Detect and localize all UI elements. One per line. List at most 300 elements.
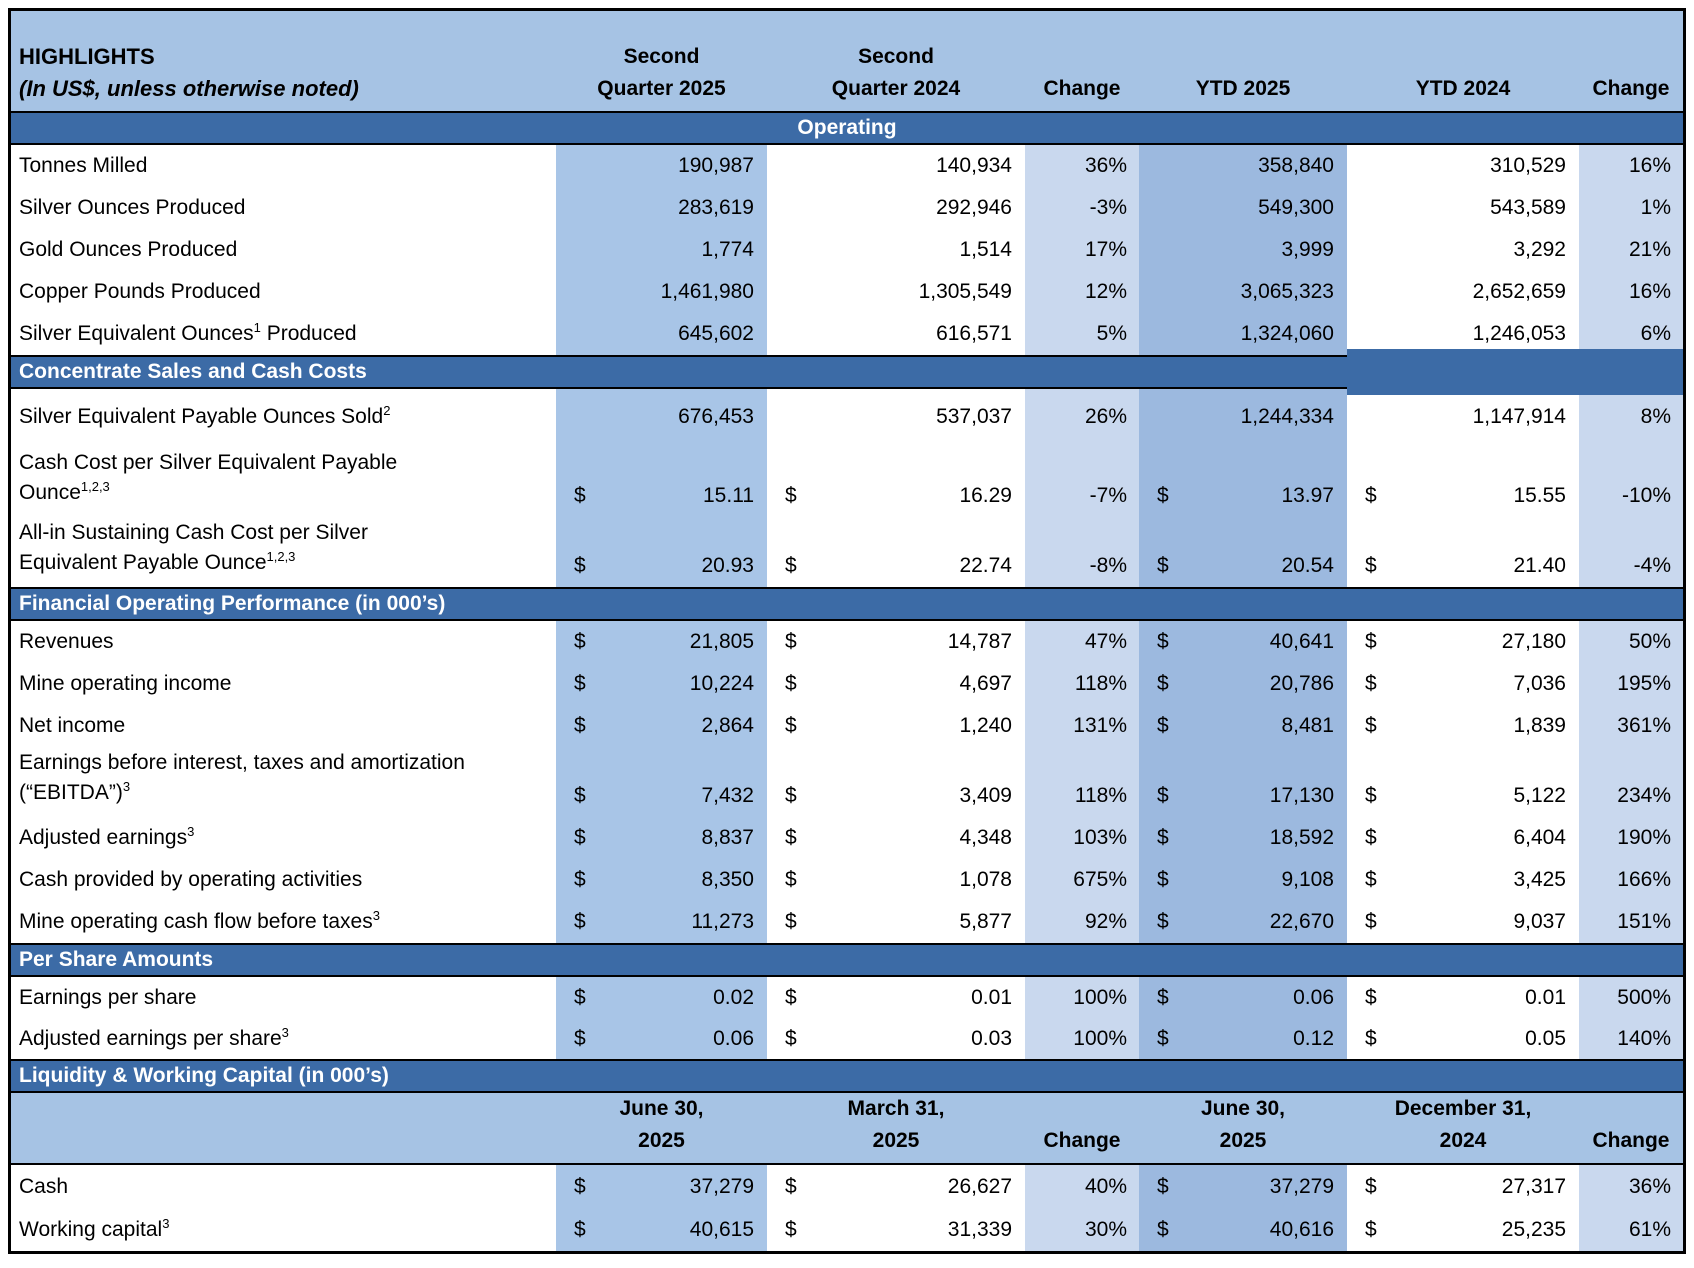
numeric-value: 2,652,659 <box>1472 280 1566 303</box>
table-row <box>11 389 1683 445</box>
value-cell <box>556 901 767 943</box>
percent-change-value: 234% <box>1617 784 1671 807</box>
value-cell <box>1139 621 1347 663</box>
numeric-value: 537,037 <box>936 405 1012 428</box>
numeric-value: 10,224 <box>689 672 754 695</box>
value-cell <box>1025 747 1139 817</box>
value-cell <box>1347 705 1579 747</box>
value-cell <box>1347 1165 1579 1209</box>
row-label-text: Cash provided by operating activities <box>19 868 363 892</box>
value-cell <box>556 517 767 587</box>
table-row <box>11 517 1683 587</box>
currency-symbol: $ <box>1365 1218 1377 1241</box>
period-header-line: March 31, <box>847 1097 945 1120</box>
period-header <box>1025 1093 1139 1163</box>
currency-symbol: $ <box>574 1218 586 1241</box>
value-cell <box>767 817 1025 859</box>
column-header-change-quarter <box>1025 11 1139 111</box>
currency-symbol: $ <box>785 714 797 737</box>
numeric-value: 7,036 <box>1513 672 1566 695</box>
period-header <box>1579 1093 1683 1163</box>
row-label-text: Gold Ounces Produced <box>19 238 238 262</box>
value-cell <box>1579 1209 1683 1251</box>
numeric-value: 1,461,980 <box>660 280 754 303</box>
percent-change-value: 40% <box>1084 1175 1127 1198</box>
percent-change-value: 6% <box>1640 322 1671 345</box>
value-cell <box>767 445 1025 517</box>
numeric-value: 4,697 <box>959 672 1012 695</box>
table-row <box>11 901 1683 943</box>
currency-symbol: $ <box>574 554 586 577</box>
table-row <box>11 621 1683 663</box>
percent-change-value: 5% <box>1096 322 1127 345</box>
value-cell <box>767 859 1025 901</box>
numeric-value: 20.93 <box>701 554 754 577</box>
value-cell <box>767 1209 1025 1251</box>
value-cell <box>1139 1019 1347 1059</box>
currency-symbol: $ <box>1365 1027 1377 1050</box>
value-cell <box>1025 187 1139 229</box>
row-label <box>11 517 556 587</box>
value-cell <box>1025 859 1139 901</box>
currency-symbol: $ <box>1157 826 1169 849</box>
value-cell <box>1025 817 1139 859</box>
value-cell <box>1347 817 1579 859</box>
row-label <box>11 271 556 313</box>
value-cell <box>1579 145 1683 187</box>
value-cell <box>556 445 767 517</box>
numeric-value: 17,130 <box>1269 784 1334 807</box>
value-cell <box>1347 145 1579 187</box>
numeric-value: 37,279 <box>689 1175 754 1198</box>
numeric-value: 31,339 <box>947 1218 1012 1241</box>
value-cell <box>1347 1019 1579 1059</box>
value-cell <box>1347 1209 1579 1251</box>
period-header-line: 2025 <box>1219 1128 1267 1152</box>
value-cell <box>1579 817 1683 859</box>
value-cell <box>1025 1209 1139 1251</box>
numeric-value: 40,641 <box>1269 630 1334 653</box>
numeric-value: 6,404 <box>1513 826 1566 849</box>
value-cell <box>1025 901 1139 943</box>
row-label <box>11 389 556 445</box>
currency-symbol: $ <box>574 672 586 695</box>
currency-symbol: $ <box>785 484 797 507</box>
percent-change-value: 103% <box>1073 826 1127 849</box>
numeric-value: 20,786 <box>1269 672 1334 695</box>
numeric-value: 14,787 <box>947 630 1012 653</box>
table-title <box>11 11 556 111</box>
percent-change-value: 131% <box>1073 714 1127 737</box>
numeric-value: 0.03 <box>971 1027 1012 1050</box>
value-cell <box>1025 663 1139 705</box>
row-label-text: Copper Pounds Produced <box>19 280 261 304</box>
value-cell <box>767 229 1025 271</box>
currency-symbol: $ <box>574 868 586 891</box>
value-cell <box>1579 271 1683 313</box>
value-cell <box>556 389 767 445</box>
value-cell <box>1025 977 1139 1019</box>
row-label-text: Working capital$^3$ <box>19 1216 170 1242</box>
numeric-value: 1,244,334 <box>1240 405 1334 428</box>
percent-change-value: 36% <box>1084 154 1127 177</box>
value-cell <box>1025 313 1139 355</box>
column-header-change-ytd <box>1579 11 1683 111</box>
numeric-value: 1,246,053 <box>1472 322 1566 345</box>
currency-symbol: $ <box>1157 554 1169 577</box>
currency-symbol: $ <box>1157 672 1169 695</box>
column-header-ytd-2025 <box>1139 11 1347 111</box>
column-header-line: Change <box>1043 76 1121 100</box>
percent-change-value: 166% <box>1617 868 1671 891</box>
numeric-value: 3,425 <box>1513 868 1566 891</box>
numeric-value: 543,589 <box>1490 196 1566 219</box>
numeric-value: 22,670 <box>1269 910 1334 933</box>
currency-symbol: $ <box>1365 484 1377 507</box>
percent-change-value: 50% <box>1628 630 1671 653</box>
currency-symbol: $ <box>1157 714 1169 737</box>
value-cell <box>1579 229 1683 271</box>
currency-symbol: $ <box>1157 630 1169 653</box>
currency-symbol: $ <box>1157 910 1169 933</box>
numeric-value: 8,350 <box>701 868 754 891</box>
table-header-row <box>11 11 1683 111</box>
numeric-value: 1,078 <box>959 868 1012 891</box>
row-label <box>11 747 556 817</box>
value-cell <box>1579 1019 1683 1059</box>
numeric-value: 1,147,914 <box>1472 405 1566 428</box>
percent-change-value: 675% <box>1073 868 1127 891</box>
value-cell <box>1139 705 1347 747</box>
period-header-line: Change <box>1043 1128 1121 1152</box>
numeric-value: 15.11 <box>703 484 754 507</box>
numeric-value: 0.05 <box>1525 1027 1566 1050</box>
numeric-value: 11,273 <box>691 910 754 933</box>
value-cell <box>1025 271 1139 313</box>
percent-change-value: 140% <box>1617 1027 1671 1050</box>
value-cell <box>767 901 1025 943</box>
row-label-text: Silver Equivalent Ounces$^1$ Produced <box>19 320 357 346</box>
value-cell <box>1579 977 1683 1019</box>
value-cell <box>1579 859 1683 901</box>
currency-symbol: $ <box>1157 484 1169 507</box>
table-row <box>11 229 1683 271</box>
currency-symbol: $ <box>785 1027 797 1050</box>
financial-highlights-table <box>8 8 1686 1254</box>
value-cell <box>1139 747 1347 817</box>
value-cell <box>1579 389 1683 445</box>
numeric-value: 676,453 <box>678 405 754 428</box>
numeric-value: 27,317 <box>1501 1175 1566 1198</box>
column-header-ytd-2024 <box>1347 11 1579 111</box>
value-cell <box>1139 859 1347 901</box>
percent-change-value: -7% <box>1089 484 1127 507</box>
value-cell <box>556 271 767 313</box>
value-cell <box>1347 901 1579 943</box>
row-label <box>11 705 556 747</box>
value-cell <box>1025 1165 1139 1209</box>
currency-symbol: $ <box>1365 910 1377 933</box>
numeric-value: 0.01 <box>1525 986 1566 1009</box>
percent-change-value: 8% <box>1640 405 1671 428</box>
numeric-value: 40,615 <box>689 1218 754 1241</box>
percent-change-value: 26% <box>1084 405 1127 428</box>
currency-symbol: $ <box>1365 672 1377 695</box>
numeric-value: 1,240 <box>959 714 1012 737</box>
numeric-value: 5,877 <box>959 910 1012 933</box>
row-label-text: Mine operating cash flow before taxes$^3$ <box>19 908 380 934</box>
value-cell <box>1579 1165 1683 1209</box>
value-cell <box>1025 705 1139 747</box>
numeric-value: 3,999 <box>1281 238 1334 261</box>
value-cell <box>767 977 1025 1019</box>
value-cell <box>767 621 1025 663</box>
period-header-line: 2025 <box>872 1128 920 1152</box>
section-title: Per Share Amounts <box>19 948 214 971</box>
row-label-text: Net income <box>19 714 126 738</box>
percent-change-value: -4% <box>1633 554 1671 577</box>
value-cell <box>1347 229 1579 271</box>
numeric-value: 645,602 <box>678 322 754 345</box>
row-label <box>11 145 556 187</box>
column-header-second-quarter-2024 <box>767 11 1025 111</box>
period-header-line: December 31, <box>1394 1097 1532 1120</box>
value-cell <box>1025 389 1139 445</box>
value-cell <box>1139 229 1347 271</box>
percent-change-value: 30% <box>1084 1218 1127 1241</box>
percent-change-value: 16% <box>1628 280 1671 303</box>
period-header-line: 2025 <box>638 1128 685 1152</box>
currency-symbol: $ <box>1365 714 1377 737</box>
currency-symbol: $ <box>785 868 797 891</box>
value-cell <box>767 1165 1025 1209</box>
value-cell <box>767 187 1025 229</box>
currency-symbol: $ <box>574 986 586 1009</box>
percent-change-value: 92% <box>1084 910 1127 933</box>
percent-change-value: 17% <box>1084 238 1127 261</box>
row-label-text: Mine operating income <box>19 672 232 696</box>
period-header <box>556 1093 767 1163</box>
numeric-value: 358,840 <box>1258 154 1334 177</box>
period-header <box>767 1093 1025 1163</box>
table-row <box>11 1209 1683 1251</box>
period-subheader-row <box>11 1093 1683 1165</box>
table-row <box>11 145 1683 187</box>
numeric-value: 21.40 <box>1513 554 1566 577</box>
value-cell <box>1139 187 1347 229</box>
value-cell <box>767 517 1025 587</box>
row-label <box>11 663 556 705</box>
section-header-bar <box>11 943 1683 977</box>
period-header-line: June 30, <box>1200 1097 1286 1120</box>
numeric-value: 0.02 <box>713 986 754 1009</box>
percent-change-value: 361% <box>1617 714 1671 737</box>
percent-change-value: 195% <box>1617 672 1671 695</box>
row-label-text: Revenues <box>19 630 114 654</box>
section-header-bar <box>11 355 1683 389</box>
numeric-value: 3,409 <box>959 784 1012 807</box>
currency-symbol: $ <box>574 910 586 933</box>
column-header-line: Quarter 2024 <box>831 76 961 100</box>
currency-symbol: $ <box>785 910 797 933</box>
value-cell <box>1025 517 1139 587</box>
percent-change-value: 500% <box>1617 986 1671 1009</box>
currency-symbol: $ <box>785 672 797 695</box>
numeric-value: 0.12 <box>1293 1027 1334 1050</box>
row-label <box>11 229 556 271</box>
row-label-text: Earnings before interest, taxes and amortization (“EBITDA”)$^3$ <box>19 751 465 805</box>
value-cell <box>1025 621 1139 663</box>
value-cell <box>556 977 767 1019</box>
currency-symbol: $ <box>1157 1175 1169 1198</box>
value-cell <box>1139 901 1347 943</box>
numeric-value: 8,481 <box>1281 714 1334 737</box>
currency-symbol: $ <box>1157 784 1169 807</box>
percent-change-value: 118% <box>1074 672 1127 695</box>
value-cell <box>1139 977 1347 1019</box>
percent-change-value: 100% <box>1073 986 1127 1009</box>
currency-symbol: $ <box>1157 1218 1169 1241</box>
currency-symbol: $ <box>1157 868 1169 891</box>
value-cell <box>1347 187 1579 229</box>
currency-symbol: $ <box>785 554 797 577</box>
section-header-bar <box>11 111 1683 145</box>
value-cell <box>556 621 767 663</box>
numeric-value: 310,529 <box>1490 154 1566 177</box>
row-label-text: Silver Ounces Produced <box>19 196 246 220</box>
value-cell <box>767 145 1025 187</box>
numeric-value: 0.06 <box>713 1027 754 1050</box>
table-row <box>11 817 1683 859</box>
period-header-line: June 30, <box>619 1097 704 1120</box>
numeric-value: 616,571 <box>936 322 1012 345</box>
column-header-line: Quarter 2025 <box>597 76 726 100</box>
currency-symbol: $ <box>1365 868 1377 891</box>
value-cell <box>1347 621 1579 663</box>
value-cell <box>1139 1209 1347 1251</box>
currency-symbol: $ <box>785 784 797 807</box>
column-header-line: YTD 2024 <box>1415 76 1511 100</box>
currency-symbol: $ <box>1157 1027 1169 1050</box>
period-header-line: Change <box>1592 1128 1670 1152</box>
currency-symbol: $ <box>785 630 797 653</box>
currency-symbol: $ <box>574 714 586 737</box>
table-row <box>11 445 1683 517</box>
percent-change-value: 100% <box>1073 1027 1127 1050</box>
numeric-value: 9,037 <box>1513 910 1566 933</box>
numeric-value: 292,946 <box>936 196 1012 219</box>
table-row <box>11 1165 1683 1209</box>
value-cell <box>1579 747 1683 817</box>
value-cell <box>1025 445 1139 517</box>
value-cell <box>1139 517 1347 587</box>
numeric-value: 21,805 <box>689 630 754 653</box>
row-label-text: Silver Equivalent Payable Ounces Sold$^2$ <box>19 403 391 429</box>
value-cell <box>556 187 767 229</box>
row-label <box>11 1209 556 1251</box>
numeric-value: 4,348 <box>959 826 1012 849</box>
column-header-line: Second <box>623 45 700 68</box>
currency-symbol: $ <box>1365 826 1377 849</box>
value-cell <box>1347 977 1579 1019</box>
numeric-value: 37,279 <box>1269 1175 1334 1198</box>
value-cell <box>1347 859 1579 901</box>
table-row <box>11 977 1683 1019</box>
row-label-text: Adjusted earnings per share$^3$ <box>19 1025 289 1051</box>
row-label <box>11 1165 556 1209</box>
table-row <box>11 705 1683 747</box>
value-cell <box>1579 517 1683 587</box>
row-label <box>11 859 556 901</box>
value-cell <box>1579 187 1683 229</box>
numeric-value: 13.97 <box>1281 484 1334 507</box>
currency-symbol: $ <box>1365 784 1377 807</box>
value-cell <box>556 1019 767 1059</box>
row-label <box>11 187 556 229</box>
numeric-value: 1,305,549 <box>918 280 1012 303</box>
value-cell <box>556 1165 767 1209</box>
period-header <box>1139 1093 1347 1163</box>
value-cell <box>556 817 767 859</box>
numeric-value: 7,432 <box>701 784 754 807</box>
value-cell <box>1139 817 1347 859</box>
numeric-value: 25,235 <box>1501 1218 1566 1241</box>
value-cell <box>1347 663 1579 705</box>
currency-symbol: $ <box>785 986 797 1009</box>
numeric-value: 1,514 <box>959 238 1012 261</box>
value-cell <box>556 1209 767 1251</box>
numeric-value: 22.74 <box>959 554 1012 577</box>
table-row <box>11 187 1683 229</box>
value-cell <box>1025 1019 1139 1059</box>
value-cell <box>1025 145 1139 187</box>
percent-change-value: -3% <box>1089 196 1127 219</box>
row-label <box>11 1019 556 1059</box>
value-cell <box>556 313 767 355</box>
numeric-value: 2,864 <box>701 714 754 737</box>
percent-change-value: 118% <box>1074 784 1127 807</box>
row-label-text: All-in Sustaining Cash Cost per Silver Equivalent Payable Ounce$^{1,2,3}$ <box>19 521 368 575</box>
numeric-value: 20.54 <box>1281 554 1334 577</box>
value-cell <box>556 747 767 817</box>
row-label <box>11 621 556 663</box>
section-title: Concentrate Sales and Cash Costs <box>11 355 1347 389</box>
row-label-text: Earnings per share <box>19 986 197 1010</box>
table-row <box>11 1019 1683 1059</box>
table-row <box>11 859 1683 901</box>
currency-symbol: $ <box>574 484 586 507</box>
numeric-value: 18,592 <box>1269 826 1334 849</box>
column-header-line: YTD 2025 <box>1195 76 1291 100</box>
value-cell <box>767 389 1025 445</box>
currency-symbol: $ <box>574 826 586 849</box>
numeric-value: 3,292 <box>1513 238 1566 261</box>
period-subheader-spacer <box>11 1093 556 1163</box>
currency-symbol: $ <box>1365 1175 1377 1198</box>
row-label <box>11 901 556 943</box>
numeric-value: 1,324,060 <box>1240 322 1334 345</box>
value-cell <box>1139 145 1347 187</box>
section-title: Operating <box>797 116 897 139</box>
period-header-line: 2024 <box>1439 1128 1487 1152</box>
numeric-value: 26,627 <box>947 1175 1012 1198</box>
numeric-value: 27,180 <box>1501 630 1566 653</box>
numeric-value: 15.55 <box>1513 484 1566 507</box>
section-header-bar <box>11 1059 1683 1093</box>
currency-symbol: $ <box>785 1175 797 1198</box>
percent-change-value: -10% <box>1621 484 1671 507</box>
period-header <box>1347 1093 1579 1163</box>
